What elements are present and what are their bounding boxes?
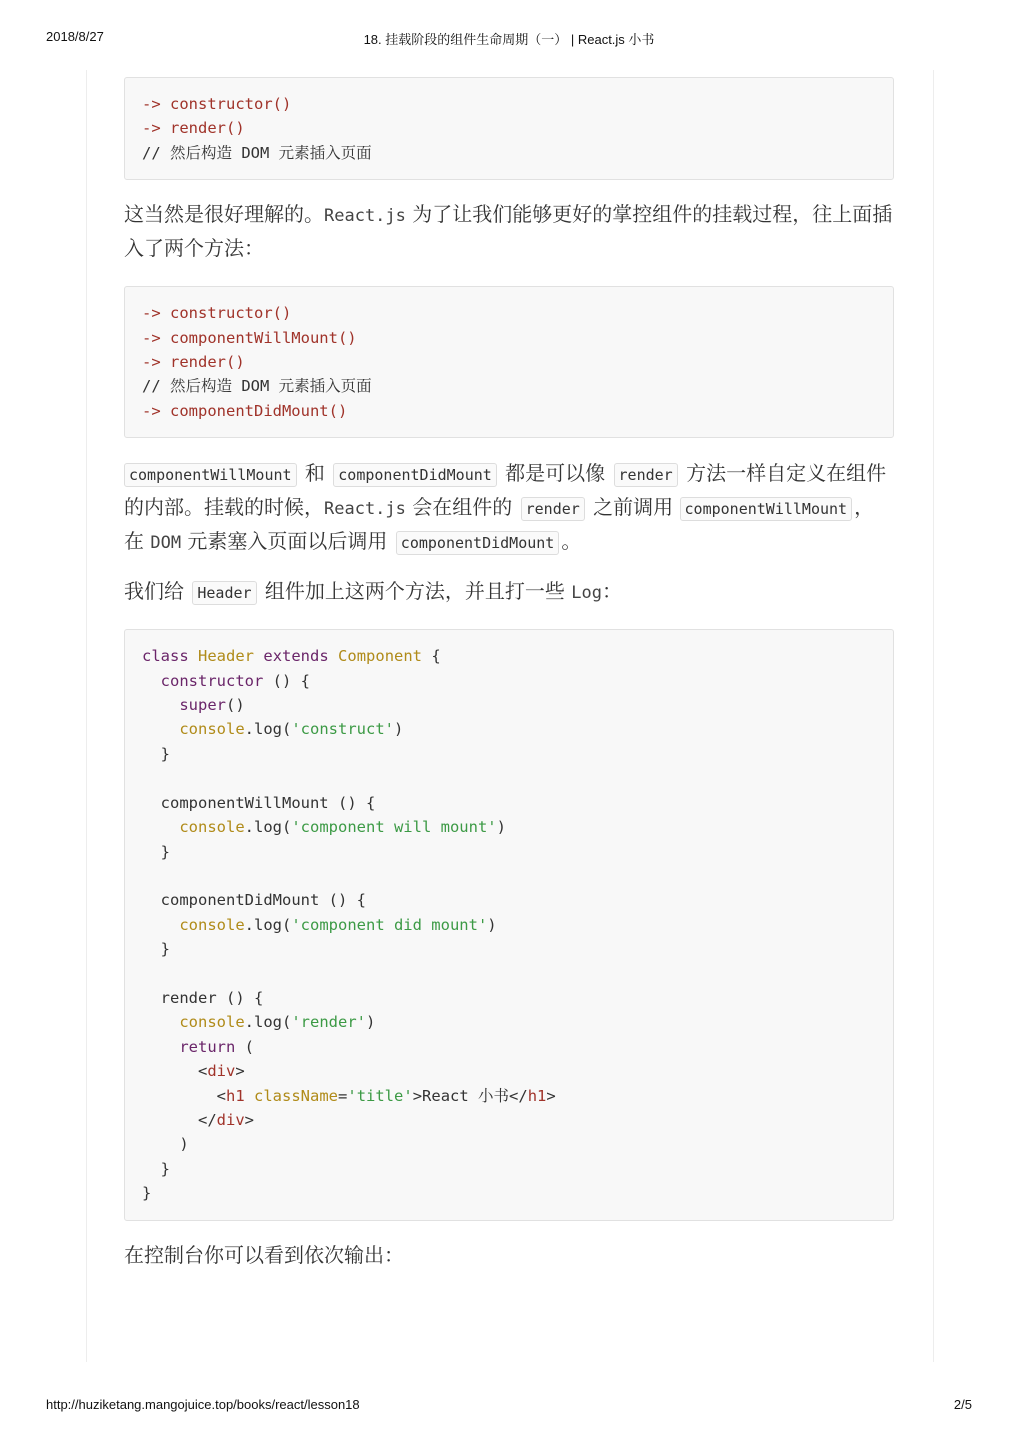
code-punct: ( <box>244 1037 255 1056</box>
code-keyword: extends <box>263 647 329 666</box>
text-fragment: 元素塞入页面以后调用 <box>181 529 394 554</box>
code-punct: ) <box>365 1013 376 1032</box>
text-fragment: 都是可以像 <box>498 461 612 486</box>
text-fragment: ，在 <box>124 495 875 554</box>
code-tag: h1 <box>226 1086 245 1105</box>
print-footer <box>0 1393 1018 1423</box>
text-fragment: 方法一样自定义在组件的内部。挂载的时候， <box>124 461 887 520</box>
print-header <box>0 0 1018 70</box>
code-tag: div <box>207 1062 236 1081</box>
paragraph-add-methods <box>124 575 894 609</box>
code-punct: .log( <box>244 818 292 837</box>
code-punct: () { <box>328 891 366 910</box>
code-method: componentDidMount <box>160 891 320 910</box>
code-keyword: return <box>179 1037 236 1056</box>
text-fragment: 会在组件的 <box>405 495 519 520</box>
inline-code: Header <box>192 581 256 605</box>
code-punct: } <box>160 1159 171 1178</box>
code-line: -> constructor() <box>142 95 292 113</box>
code-tag: h1 <box>527 1086 547 1105</box>
code-punct: > <box>244 1110 255 1129</box>
code-builtin: console <box>179 818 245 837</box>
code-punct: ) <box>179 1135 189 1154</box>
code-punct: < <box>198 1062 208 1081</box>
text-fragment: ： <box>601 579 622 604</box>
code-punct: </ <box>198 1110 217 1129</box>
code-string: 'render' <box>291 1013 366 1032</box>
code-punct: > <box>235 1062 245 1081</box>
inline-code: componentWillMount <box>124 463 297 487</box>
code-punct: () { <box>272 671 310 690</box>
code-punct: < <box>216 1086 226 1105</box>
code-string: 'title' <box>347 1086 413 1105</box>
code-punct: ) <box>496 818 506 837</box>
code-punct: .log( <box>244 720 292 739</box>
text-fragment: 这当然是很好理解的。 <box>124 202 324 227</box>
code-punct: () { <box>226 988 264 1007</box>
code-punct: .log( <box>244 915 292 934</box>
code-string: 'construct' <box>291 720 394 739</box>
code-punct: > <box>412 1086 423 1105</box>
text-fragment: 之前调用 <box>586 495 680 520</box>
text-fragment: 。 <box>561 529 582 554</box>
code-attr: className <box>254 1086 339 1105</box>
code-comment: // 然后构造 DOM 元素插入页面 <box>142 377 372 396</box>
code-keyword: super <box>179 696 226 715</box>
inline-code: componentDidMount <box>333 463 497 487</box>
text-fragment: 组件加上这两个方法，并且打一些 <box>258 579 572 604</box>
inline-mono: React.js <box>324 206 406 227</box>
code-punct: .log( <box>244 1013 292 1032</box>
code-line: -> render() <box>142 119 245 138</box>
code-block-lifecycle-basic <box>124 77 894 180</box>
inline-code: render <box>614 463 678 487</box>
inline-code: componentWillMount <box>680 497 853 521</box>
code-punct: () { <box>338 793 376 812</box>
code-string: 'component will mount' <box>291 818 497 837</box>
article-content <box>124 77 894 1271</box>
code-punct: { <box>431 647 441 666</box>
code-string: 'component did mount' <box>291 915 488 934</box>
code-punct: } <box>160 744 171 763</box>
code-punct: } <box>142 1184 152 1203</box>
inline-mono: React.js <box>324 499 406 520</box>
code-block-lifecycle-full <box>124 286 894 438</box>
paragraph-console-output: 在控制台你可以看到依次输出： <box>124 1242 404 1267</box>
code-tag: div <box>216 1110 245 1129</box>
print-page-title: 18. 挂载阶段的组件生命周期（一） | React.js 小书 <box>363 32 655 47</box>
code-builtin: console <box>179 1013 245 1032</box>
text-fragment: 和 <box>298 461 332 486</box>
print-url: http://huziketang.mangojuice.top/books/react/lesson18 <box>46 1397 360 1412</box>
code-comment: // 然后构造 DOM 元素插入页面 <box>142 143 372 162</box>
code-class-name: Header <box>198 647 255 666</box>
code-punct: } <box>160 940 171 959</box>
paragraph-intro <box>124 198 894 264</box>
code-block-header-component <box>124 629 894 1220</box>
text-fragment: 为了让我们能够更好的掌控组件的挂载过程，往上面插入了两个方法： <box>124 202 893 261</box>
print-page-number: 2/5 <box>953 1397 972 1412</box>
code-punct: > <box>546 1086 556 1105</box>
code-punct: ) <box>487 915 497 934</box>
inline-code: render <box>521 497 585 521</box>
code-line: -> render() <box>142 353 245 372</box>
code-method: componentWillMount <box>160 793 329 812</box>
code-punct: = <box>338 1086 348 1105</box>
code-punct: </ <box>509 1086 528 1105</box>
inline-code: componentDidMount <box>396 531 560 555</box>
code-punct: ) <box>393 720 404 739</box>
code-text: React 小书 <box>422 1086 510 1105</box>
code-builtin: console <box>179 720 245 739</box>
code-line: -> constructor() <box>142 304 292 323</box>
code-keyword: class <box>142 647 189 666</box>
code-punct: } <box>160 842 171 861</box>
code-method: render <box>160 988 217 1007</box>
inline-mono: DOM <box>150 533 182 554</box>
text-fragment: 我们给 <box>124 579 191 604</box>
code-line: -> componentDidMount() <box>142 401 348 420</box>
code-class-name: Component <box>338 647 423 666</box>
code-line: -> componentWillMount() <box>142 328 357 347</box>
code-method: constructor <box>160 671 264 690</box>
paragraph-lifecycle-explain <box>124 457 894 559</box>
inline-mono: Log <box>571 583 602 604</box>
print-date: 2018/8/27 <box>46 29 104 44</box>
code-builtin: console <box>179 915 245 934</box>
code-punct: () <box>226 696 245 715</box>
